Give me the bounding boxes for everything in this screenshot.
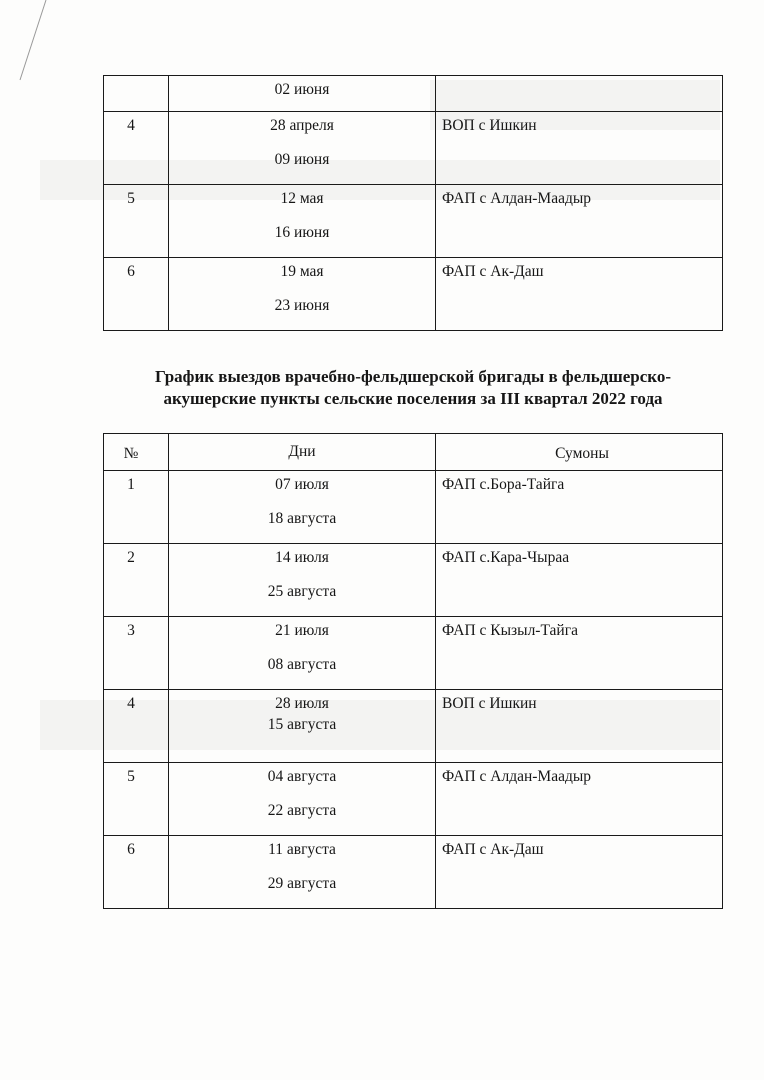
day-1: 04 августа — [267, 768, 337, 785]
table-row — [104, 544, 723, 617]
section-title-line-2: акушерские пункты сельские поселения за III квартал 2022 года — [163, 389, 663, 409]
day-1: 21 июля — [275, 622, 329, 639]
row-number — [104, 76, 168, 81]
schedule-table-q2 — [103, 75, 723, 331]
settlement-cell — [436, 690, 723, 763]
day-2: 22 августа — [267, 801, 337, 819]
header-settlements-label: Сумоны — [555, 445, 609, 463]
row-number: 3 — [127, 622, 135, 639]
header-days-label: Дни — [288, 442, 316, 460]
day-1: 28 июля — [275, 695, 329, 712]
settlement-cell — [436, 258, 723, 331]
table-row — [104, 617, 723, 690]
row-number: 2 — [127, 549, 135, 566]
row-number-cell — [104, 544, 169, 617]
settlement-name — [436, 76, 722, 81]
row-number: 1 — [127, 476, 135, 493]
settlement-cell — [436, 112, 723, 185]
section-title-line-1: График выездов врачебно-фельдшерской бригады в фельдшерско- — [154, 367, 671, 386]
day-2: 15 августа — [267, 715, 337, 733]
day-2: 25 августа — [267, 582, 337, 600]
day-2: 29 августа — [267, 874, 337, 892]
row-number: 5 — [127, 768, 135, 785]
day-1: 28 апреля — [270, 117, 334, 134]
schedule-table-q3 — [103, 433, 723, 909]
days-cell — [169, 112, 436, 185]
settlement-cell — [436, 836, 723, 909]
table-row — [104, 76, 723, 112]
settlement-name: ФАП с Ак-Даш — [442, 263, 544, 280]
header-number — [104, 434, 169, 471]
row-number-cell — [104, 185, 169, 258]
days-cell — [169, 617, 436, 690]
days-cell — [169, 690, 436, 763]
days-cell — [169, 471, 436, 544]
row-number-cell — [104, 836, 169, 909]
day-2: 23 июня — [274, 296, 330, 314]
day-1: 14 июля — [275, 549, 329, 566]
settlement-cell — [436, 544, 723, 617]
days-cell — [169, 763, 436, 836]
table-row — [104, 763, 723, 836]
days-cell — [169, 185, 436, 258]
settlement-name: ФАП с Алдан-Маадыр — [442, 190, 592, 207]
day-2: 08 августа — [267, 655, 337, 673]
row-number: 6 — [127, 263, 135, 280]
day-1: 19 мая — [280, 263, 324, 280]
row-number: 4 — [127, 695, 135, 712]
day-1: 12 мая — [280, 190, 324, 207]
row-number-cell — [104, 617, 169, 690]
days-cell — [169, 258, 436, 331]
row-number-cell — [104, 76, 169, 112]
day-1: 02 июня — [274, 81, 330, 98]
settlement-name: ФАП с Кызыл-Тайга — [442, 622, 578, 639]
settlement-name: ФАП с.Кара-Чыраа — [442, 549, 570, 566]
days-cell — [169, 836, 436, 909]
settlement-name: ФАП с Ак-Даш — [442, 841, 544, 858]
header-number-label: № — [123, 445, 139, 463]
settlement-name: ФАП с.Бора-Тайга — [442, 476, 565, 493]
day-1: 07 июля — [275, 476, 329, 493]
row-number: 4 — [127, 117, 135, 134]
settlement-name: ВОП с Ишкин — [442, 695, 537, 712]
row-number-cell — [104, 763, 169, 836]
row-number-cell — [104, 112, 169, 185]
day-2: 18 августа — [267, 509, 337, 527]
row-number-cell — [104, 690, 169, 763]
table-row — [104, 185, 723, 258]
day-2: 09 июня — [274, 150, 330, 168]
settlement-cell — [436, 763, 723, 836]
settlement-cell — [436, 185, 723, 258]
table-row — [104, 836, 723, 909]
header-settlements — [436, 434, 723, 471]
day-2: 16 июня — [274, 223, 330, 241]
days-cell — [169, 544, 436, 617]
day-1: 11 августа — [268, 841, 336, 858]
section-title — [103, 366, 723, 410]
row-number: 5 — [127, 190, 135, 207]
row-number-cell — [104, 258, 169, 331]
table-row — [104, 258, 723, 331]
settlement-cell — [436, 471, 723, 544]
settlement-cell — [436, 76, 723, 112]
settlement-cell — [436, 617, 723, 690]
days-cell — [169, 76, 436, 112]
settlement-name: ФАП с Алдан-Маадыр — [442, 768, 592, 785]
row-number: 6 — [127, 841, 135, 858]
table-header-row — [104, 434, 723, 471]
table-row — [104, 471, 723, 544]
table-row — [104, 690, 723, 763]
page-edge-mark — [0, 0, 60, 90]
table-row — [104, 112, 723, 185]
header-days — [169, 434, 436, 471]
row-number-cell — [104, 471, 169, 544]
settlement-name: ВОП с Ишкин — [442, 117, 537, 134]
